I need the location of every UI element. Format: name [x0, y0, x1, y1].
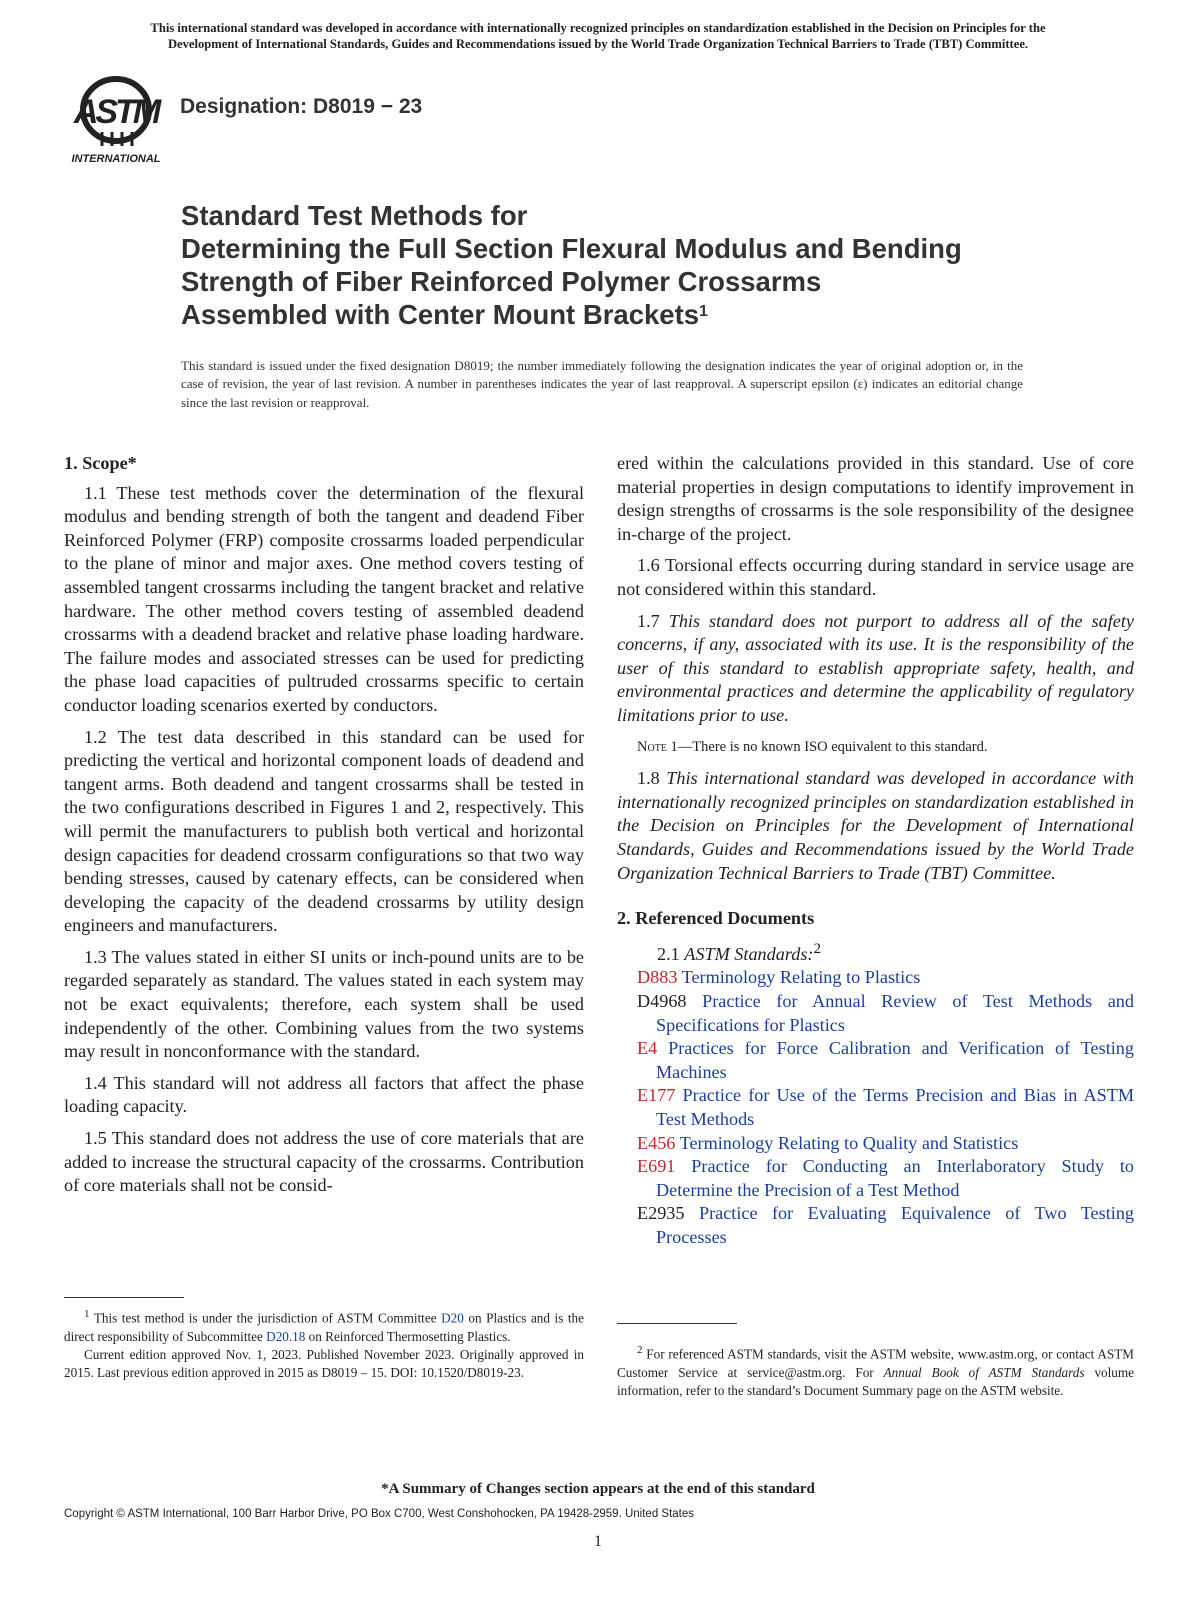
- title-line-3: Strength of Fiber Reinforced Polymer Crossarms: [181, 266, 822, 297]
- top-notice: [60, 20, 1136, 52]
- logo-text: INTERNATIONAL: [71, 153, 161, 165]
- paragraph-1-8: [617, 767, 1134, 885]
- title-line-2: Determining the Full Section Flexural Modulus and Bending: [181, 233, 962, 264]
- referenced-documents: [617, 937, 1134, 1250]
- reference-title[interactable]: Terminology Relating to Quality and Statistics: [679, 1132, 1019, 1153]
- reference-code[interactable]: E691: [637, 1156, 676, 1177]
- paragraph-1-5-continued-text: ered within the calculations provided in this standard. Use of core material properties in design computations to identify improvement in design strengths of crossarms is the sole responsibility of the designee in-charge of the project.: [617, 453, 1134, 544]
- committee-d20-link[interactable]: D20: [441, 1310, 464, 1326]
- notice-line-1: This international standard was developed in accordance with internationally recognized principles on standardization established in the Decision on Principles for the: [150, 21, 1046, 35]
- footnote-2-part-a: For referenced ASTM standards, visit the ASTM website, www.astm.org, or contact ASTM Customer Service at service@astm.org. For: [617, 1346, 1135, 1380]
- reference-title[interactable]: Terminology Relating to Plastics: [681, 967, 921, 988]
- paragraph-1-5-continued: [617, 452, 1134, 546]
- issuance-statement: This standard is issued under the fixed designation D8019; the number immediately following the designation indicates the year of original adoption or, in the case of revision, the year of last revision. A number in parentheses indicates the year of last reapproval. A superscript epsilon (ε) indicates an editorial change since the last revision or reapproval.: [181, 358, 1023, 410]
- reference-code: D4968: [637, 990, 687, 1011]
- paragraph-1-6: 1.6 Torsional effects occurring during standard in service usage are not considered within this standard.: [617, 555, 1134, 599]
- paragraph-1-8-number: 1.8: [637, 768, 660, 789]
- reference-item[interactable]: [617, 1132, 1134, 1156]
- reference-title[interactable]: Practice for Annual Review of Test Methods and Specifications for Plastics: [656, 990, 1134, 1035]
- title-line-1: Standard Test Methods for: [181, 200, 528, 231]
- section-1-heading: 1. Scope*: [64, 453, 137, 473]
- footnote-2-mark: 2: [637, 1344, 643, 1356]
- reference-code[interactable]: E177: [637, 1085, 676, 1106]
- paragraph-1-3: 1.3 The values stated in either SI units or inch-pound units are to be regarded separately as standard. The values stated in each system may not be exact equivalents; therefore, each system shall be used independently of the other. Combining values from the two systems may result in nonconformance with the standard.: [64, 946, 584, 1062]
- note-1: [617, 736, 1134, 760]
- paragraph-1-7-number: 1.7: [637, 610, 660, 631]
- notice-line-2: Development of International Standards, Guides and Recommendations issued by the World Trade Organization Technical Barriers to Trade (TBT) Committee.: [167, 37, 1029, 51]
- subsection-number: 2.1: [657, 943, 680, 964]
- copyright: Copyright © ASTM International, 100 Barr Harbor Drive, PO Box C700, West Conshohocken, PA 19428-2959. United States: [64, 1508, 695, 1520]
- footnote-rule-left: [64, 1297, 184, 1298]
- note-1-text: —There is no known ISO equivalent to this standard.: [677, 738, 988, 755]
- page-number: 1: [594, 1533, 602, 1550]
- reference-code[interactable]: E4: [637, 1038, 658, 1059]
- note-1-label: Note 1: [637, 738, 678, 755]
- left-column: [64, 452, 584, 1206]
- astm-logo-mark: [66, 70, 166, 166]
- footnote-1-edition: Current edition approved Nov. 1, 2023. Published November 2023. Originally approved in 2015. Last previous edition approved in 2015 as D8019 – 15. DOI: 10.1520/D8019-23.: [64, 1346, 584, 1381]
- right-column: [617, 452, 1134, 1249]
- footnote-1-part-b: on Plastics and is the direct responsibility of Subcommittee: [64, 1310, 584, 1344]
- reference-item[interactable]: [617, 1202, 1134, 1249]
- document-title: [181, 199, 1081, 331]
- title-footnote-mark: 1: [699, 303, 708, 320]
- svg-text:ASTM: ASTM: [73, 93, 159, 131]
- reference-code: E2935: [637, 1203, 685, 1224]
- reference-title[interactable]: Practice for Use of the Terms Precision and Bias in ASTM Test Methods: [656, 1085, 1135, 1129]
- reference-item[interactable]: [617, 1037, 1134, 1084]
- subsection-label: ASTM Standards:: [684, 943, 814, 964]
- paragraph-1-7: [617, 610, 1134, 728]
- reference-title[interactable]: Practices for Force Calibration and Verification of Testing Machines: [656, 1038, 1134, 1082]
- paragraph-1-7-text: This standard does not purport to address all of the safety concerns, if any, associated with its use. It is the responsibility of the user of this standard to establish appropriate safety, health, and environmental practices and determine the applicability of regulatory limitations prior to use.: [617, 610, 1135, 725]
- paragraph-1-5-text: 1.5 This standard does not address the use of core materials that are added to increase the structural capacity of the crossarms. Contribution of core materials shall not be consid-: [64, 1128, 584, 1196]
- footnote-1-part-c: on Reinforced Thermosetting Plastics.: [305, 1328, 511, 1344]
- astm-logo: [66, 70, 166, 166]
- reference-item[interactable]: [617, 1084, 1134, 1131]
- footnote-1-part-a: This test method is under the jurisdiction of ASTM Committee: [93, 1310, 442, 1326]
- reference-code[interactable]: E456: [637, 1132, 676, 1153]
- reference-item[interactable]: [617, 990, 1134, 1037]
- paragraph-1-2: 1.2 The test data described in this standard can be used for predicting the vertical and horizontal component loads of deadend and tangent arms. Both deadend and tangent crossarms shall be tested in the two configurations described in Figures 1 and 2, respectively. This will permit the manufacturers to publish both vertical and horizontal design capacities for deadend crossarm configurations so that two way bending stresses, caused by catenary effects, can be considered when developing the capacity of the deadend crossarms by utility design engineers and manufacturers.: [64, 726, 584, 936]
- reference-title[interactable]: Practice for Conducting an Interlaboratory Study to Determine the Precision of a Test Method: [656, 1156, 1134, 1200]
- paragraph-1-5: [64, 1127, 584, 1198]
- footnote-2-text: [617, 1341, 1134, 1400]
- title-line-4: Assembled with Center Mount Brackets: [181, 299, 700, 330]
- footnote-1: [64, 1305, 584, 1383]
- reference-code[interactable]: D883: [637, 967, 678, 988]
- astm-standards-subheading: [617, 937, 1134, 967]
- section-2-heading: 2. Referenced Documents: [617, 908, 815, 929]
- subsection-footnote-mark: 2: [813, 939, 822, 957]
- paragraph-1-1: 1.1 These test methods cover the determination of the flexural modulus and bending strength of both the tangent and deadend Fiber Reinforced Polymer (FRP) composite crossarms loaded perpendicular to the plane of minor and major axes. One method covers testing of assembled tangent crossarms including the tangent bracket and relative hardware. The other method covers testing of assembled deadend crossarms with a deadend bracket and relative phase loading hardware. The failure modes and associated stresses can be used for predicting the phase load capacities of pultruded crossarms specific to certain conductor loading scenarios exerted by conductors.: [64, 482, 584, 715]
- reference-title[interactable]: Practice for Evaluating Equivalence of Two Testing Processes: [656, 1203, 1135, 1247]
- paragraph-1-4: 1.4 This standard will not address all factors that affect the phase loading capacity.: [64, 1072, 584, 1117]
- subcommittee-d20-18-link[interactable]: D20.18: [266, 1328, 306, 1344]
- summary-of-changes-notice: *A Summary of Changes section appears at the end of this standard: [381, 1481, 815, 1497]
- paragraph-1-8-text: This international standard was developed in accordance with internationally recognized principles on standardization established in the Decision on Principles for the Development of International Standards, Guides and Recommendations issued by the World Trade Organization Technical Barriers to Trade (TBT) Committee.: [617, 768, 1135, 883]
- footnote-2-italic: Annual Book of ASTM Standards: [883, 1364, 1085, 1380]
- footnote-1-text: [64, 1305, 584, 1346]
- footnote-2: [617, 1341, 1134, 1400]
- footnote-2-part-b: volume information, refer to the standard’s Document Summary page on the ASTM website.: [617, 1364, 1134, 1398]
- reference-item[interactable]: [617, 966, 1134, 990]
- footnote-1-mark: 1: [84, 1308, 90, 1320]
- designation: Designation: D8019 − 23: [180, 95, 423, 118]
- reference-item[interactable]: [617, 1155, 1134, 1202]
- footnote-rule-right: [617, 1323, 737, 1324]
